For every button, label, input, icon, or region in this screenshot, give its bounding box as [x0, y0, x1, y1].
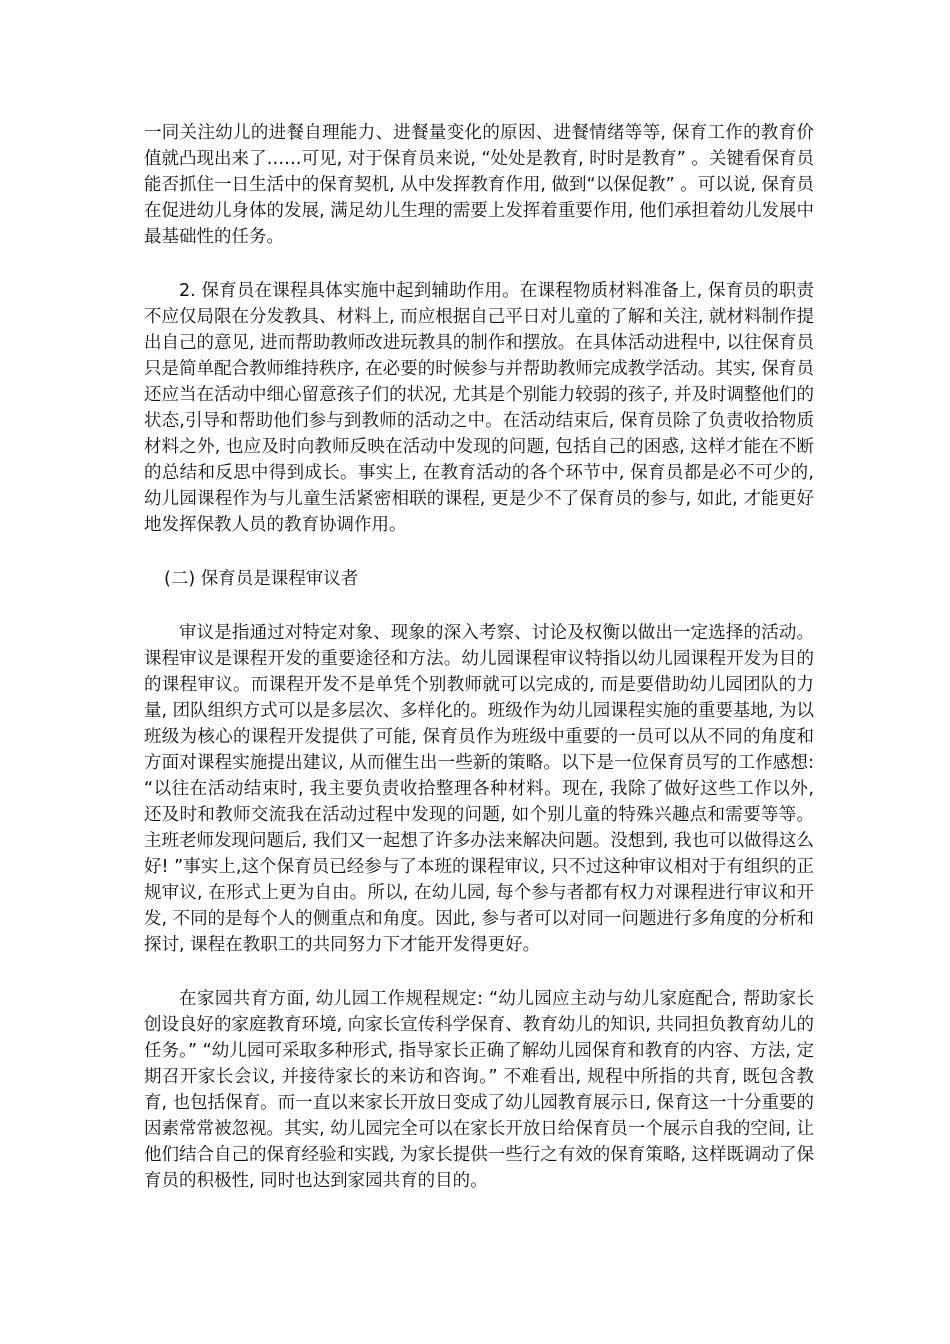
paragraph-course-review: 审议是指通过对特定对象、现象的深入考察、讨论及权衡以做出一定选择的活动。课程审议是课程开发的重要途径和方法。幼儿园课程审议特指以幼儿园课程开发为目的的课程审议。而课程开发不是单凭个别教师就可以完成的, 而是要借助幼儿园团队的力量, 团队组织方式可以是多层次、多样化的。班级作为幼儿园课程实施的重要基地, 为以班级为核心的课程开发提供了可能, 保育员作为班级中重要的一员可以从不同的角度和方面对课程实施提出建议, 从而催生出一些新的策略。以下是一位保育员写的工作感想: “以往在活动结束时, 我主要负责收拾整理各种材料。现在, 我除了做好这些工作以外, 还及时和教师交流我在活动过程中发现的问题, 如个别儿童的特殊兴趣点和需要等等。主班老师发现问题后, 我们又一起想了许多办法来解决问题。没想到, 我也可以做得这么好! ”事实上,这个保育员已经参与了本班的课程审议, 只不过这种审议相对于有组织的正规审议, 在形式上更为自由。所以, 在幼儿园, 每个参与者都有权力对课程进行审议和开发, 不同的是每个人的侧重点和角度。因此, 参与者可以对同一问题进行多角度的分析和探讨, 课程在教职工的共同努力下才能开发得更好。 — [144, 623, 814, 955]
document-body — [144, 120, 814, 1222]
paragraph-course-assist: 2. 保育员在课程具体实施中起到辅助作用。在课程物质材料准备上, 保育员的职责不应仅局限在分发教具、材料上, 而应根据自己平日对儿童的了解和关注, 就材料制作提出自己的意见, 进而帮助教师改进玩教具的制作和摆放。在具体活动进程中, 以往保育员只是简单配合教师维持秩序, 在必要的时候参与并帮助教师完成教学活动。其实, 保育员还应当在活动中细心留意孩子们的状况, 尤其是个别能力较弱的孩子, 并及时调整他们的状态,引导和帮助他们参与到教师的活动之中。在活动结束后, 保育员除了负责收拾物质材料之外, 也应及时向教师反映在活动中发现的问题, 包括自己的困惑, 这样才能在不断的总结和反思中得到成长。事实上, 在教育活动的各个环节中, 保育员都是必不可少的, 幼儿园课程作为与儿童生活紧密相联的课程, 更是少不了保育员的参与, 如此, 才能更好地发挥保教人员的教育协调作用。 — [144, 281, 814, 535]
paragraph-meal-care: 一同关注幼儿的进餐自理能力、进餐量变化的原因、进餐情绪等等, 保育工作的教育价值就凸现出来了……可见, 对于保育员来说, “处处是教育, 时时是教育” 。关键看保育员能否抓住一日生活中的保育契机, 从中发挥教育作用, 做到“以保促教” 。可以说, 保育员在促进幼儿身体的发展, 满足幼儿生理的需要上发挥着重要作用, 他们承担着幼儿发展中最基础性的任务。 — [144, 123, 814, 247]
section-heading-course-review: (二) 保育员是课程审议者 — [164, 569, 359, 589]
paragraph-home-school: 在家园共育方面, 幼儿园工作规程规定: “幼儿园应主动与幼儿家庭配合, 帮助家长创设良好的家庭教育环境, 向家长宣传科学保育、教育幼儿的知识, 共同担负教育幼儿的任务。” “幼儿园可采取多种形式, 指导家长正确了解幼儿园保育和教育的内容、方法, 定期召开家长会议, 并接待家长的来访和咨询。” 不难看出, 规程中所指的共育, 既包含教育, 也包括保育。而一直以来家长开放日变成了幼儿园教育展示日, 保育这一十分重要的因素常常被忽视。其实, 幼儿园完全可以在家长开放日给保育员一个展示自我的空间, 让他们结合自己的保育经验和实践, 为家长提供一些行之有效的保育策略, 这样既调动了保育员的积极性, 同时也达到家园共育的目的。 — [144, 989, 814, 1191]
